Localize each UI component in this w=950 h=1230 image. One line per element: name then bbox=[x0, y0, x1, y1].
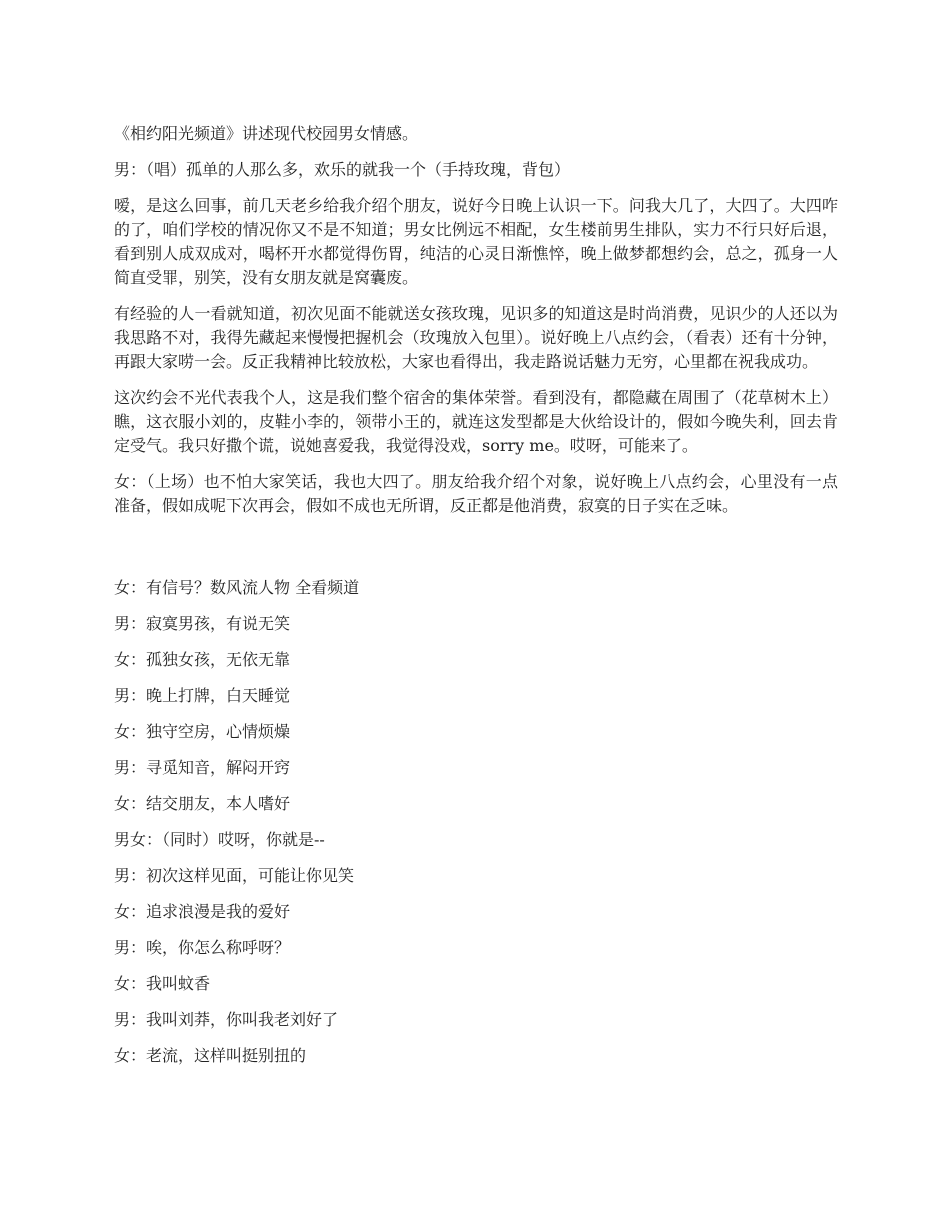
dialogue-line: 男：初次这样见面，可能让你见笑 bbox=[114, 866, 355, 885]
dialogue-line: 女：追求浪漫是我的爱好 bbox=[114, 902, 291, 921]
dialogue-line: 男女：（同时）哎呀，你就是-- bbox=[114, 830, 325, 849]
dialogue-line: 男：寂寞男孩，有说无笑 bbox=[114, 614, 291, 633]
dialogue-line: 女：结交朋友，本人嗜好 bbox=[114, 794, 291, 813]
dialogue-line: 男：唉，你怎么称呼呀？ bbox=[114, 938, 291, 957]
document-page bbox=[114, 122, 838, 1080]
dialogue-line: 女：独守空房，心情烦燥 bbox=[114, 722, 291, 741]
intro-paragraph: 有经验的人一看就知道，初次见面不能就送女孩玫瑰，见识多的知道这是时尚消费，见识少的人还以为我思路不对，我得先藏起来慢慢把握机会（玫瑰放入包里）。说好晚上八点约会，（看表）还有十分钟，再跟大家唠一会。反正我精神比较放松，大家也看得出，我走路说话魅力无穷，心里都在祝我成功。 bbox=[114, 304, 838, 371]
dialogue-line: 女：孤独女孩，无依无靠 bbox=[114, 650, 291, 669]
intro-section bbox=[114, 122, 838, 518]
dialogue-line: 男：我叫刘莽，你叫我老刘好了 bbox=[114, 1010, 339, 1029]
intro-paragraph: 这次约会不光代表我个人，这是我们整个宿舍的集体荣誉。看到没有，都隐藏在周围了（花草树木上）瞧，这衣服小刘的，皮鞋小李的，领带小王的，就连这发型都是大伙给设计的，假如今晚失利，回去肯定受气。我只好撒个谎，说她喜爱我，我觉得没戏，sorry me。哎呀，可能来了。 bbox=[114, 388, 838, 455]
dialogue-line: 女：有信号？数风流人物 全看频道 bbox=[114, 578, 360, 597]
dialogue-line: 男：寻觅知音，解闷开窍 bbox=[114, 758, 291, 777]
dialogue-line: 女：我叫蚊香 bbox=[114, 974, 211, 993]
dialogue-section bbox=[114, 576, 838, 1068]
dialogue-line: 女：老流，这样叫挺别扭的 bbox=[114, 1046, 307, 1065]
dialogue-line: 男：晚上打牌，白天睡觉 bbox=[114, 686, 291, 705]
document-title-line: 《相约阳光频道》讲述现代校园男女情感。 bbox=[114, 124, 419, 143]
intro-paragraph: 男：（唱）孤单的人那么多，欢乐的就我一个（手持玫瑰，背包） bbox=[114, 160, 571, 179]
section-gap bbox=[114, 530, 838, 576]
intro-paragraph: 女：（上场）也不怕大家笑话，我也大四了。朋友给我介绍个对象，说好晚上八点约会，心里没有一点准备，假如成呢下次再会，假如不成也无所谓，反正都是他消费，寂寞的日子实在乏味。 bbox=[114, 472, 838, 515]
intro-paragraph: 嗳，是这么回事，前几天老乡给我介绍个朋友，说好今日晚上认识一下。问我大几了，大四了。大四咋的了，咱们学校的情况你又不是不知道；男女比例远不相配，女生楼前男生排队，实力不行只好后退，看到别人成双成对，喝杯开水都觉得伤胃，纯洁的心灵日渐憔悴，晚上做梦都想约会，总之，孤身一人简直受罪，别笑，没有女朋友就是窝囊废。 bbox=[114, 196, 838, 287]
